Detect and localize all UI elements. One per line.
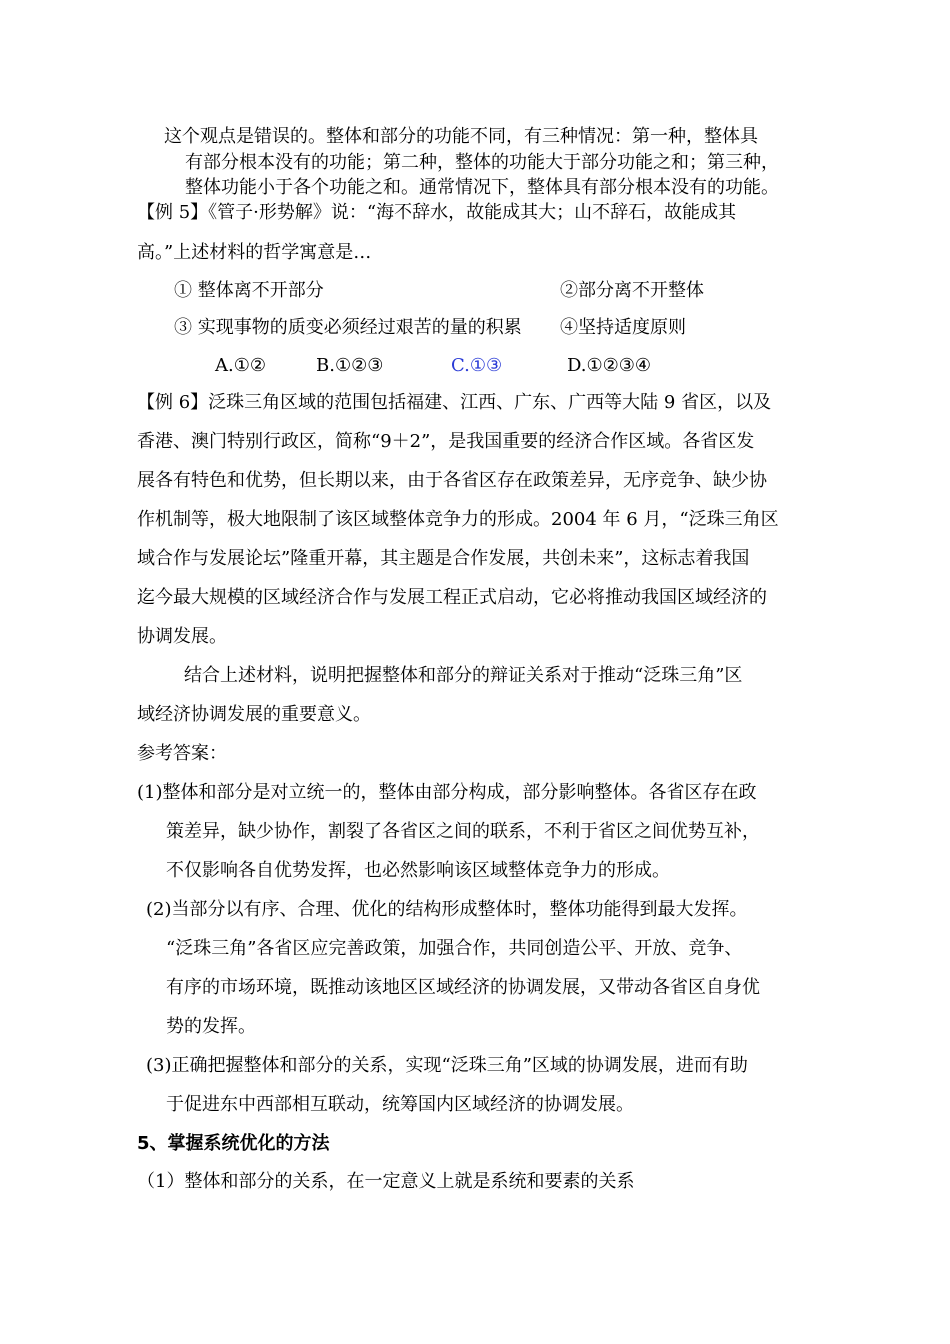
answer-item1-line-2: 策差异，缺少协作，割裂了各省区之间的联系，不利于省区之间优势互补， (166, 821, 760, 842)
intro-line-2: 有部分根本没有的功能；第二种，整体的功能大于部分功能之和；第三种， (185, 152, 779, 173)
answer-item3-line-2: 于促进东中西部相互联动，统筹国内区域经济的协调发展。 (166, 1094, 634, 1115)
answer-item2-line-3: 有序的市场环境，既推动该地区区域经济的协调发展，又带动各省区自身优 (166, 977, 760, 998)
answer-item3-line-1: (3)正确把握整体和部分的关系，实现“泛珠三角”区域的协调发展，进而有助 (146, 1055, 748, 1076)
example5-option-b: B.①②③ (316, 355, 384, 376)
answer-item2-line-1: (2)当部分以有序、合理、优化的结构形成整体时，整体功能得到最大发挥。 (146, 899, 748, 920)
intro-line-3: 整体功能小于各个功能之和。通常情况下，整体具有部分根本没有的功能。 (185, 177, 779, 198)
example6-line-2: 香港、澳门特别行政区，简称“9＋2”，是我国重要的经济合作区域。各省区发 (137, 431, 755, 452)
example5-statement-3: ③ 实现事物的质变必须经过艰苦的量的积累 (174, 317, 522, 338)
example5-statement-1: ① 整体离不开部分 (174, 280, 324, 301)
example6-question-line-2: 域经济协调发展的重要意义。 (137, 704, 371, 725)
example5-statement-2: ②部分离不开整体 (560, 280, 704, 301)
answer-item2-line-4: 势的发挥。 (166, 1016, 256, 1037)
example5-option-a: A.①② (215, 355, 266, 376)
answer-heading: 参考答案： (137, 743, 227, 764)
answer-item2-line-2: “泛珠三角”各省区应完善政策，加强合作，共同创造公平、开放、竞争、 (166, 938, 743, 959)
example6-line-7: 协调发展。 (137, 626, 227, 647)
answer-item1-line-1: (1)整体和部分是对立统一的，整体由部分构成，部分影响整体。各省区存在政 (137, 782, 757, 803)
intro-line-1: 这个观点是错误的。整体和部分的功能不同，有三种情况：第一种，整体具 (164, 126, 758, 147)
example6-line-1: 【例 6】泛珠三角区域的范围包括福建、江西、广东、广西等大陆 9 省区，以及 (137, 392, 772, 413)
example6-question-line-1: 结合上述材料，说明把握整体和部分的辩证关系对于推动“泛珠三角”区 (184, 665, 743, 686)
example6-line-6: 迄今最大规模的区域经济合作与发展工程正式启动，它必将推动我国区域经济的 (137, 587, 767, 608)
example5-option-c-correct: C.①③ (451, 355, 503, 376)
example5-statement-4: ④坚持适度原则 (560, 317, 686, 338)
example6-line-4: 作机制等，极大地限制了该区域整体竞争力的形成。2004 年 6 月，“泛珠三角区 (137, 509, 779, 530)
example5-line-1: 【例 5】《管子·形势解》说：“海不辞水，故能成其大；山不辞石，故能成其 (137, 202, 737, 223)
example6-line-3: 展各有特色和优势，但长期以来，由于各省区存在政策差异，无序竞争、缺少协 (137, 470, 767, 491)
answer-item1-line-3: 不仅影响各自优势发挥，也必然影响该区域整体竞争力的形成。 (166, 860, 670, 881)
example5-line-2: 高。”上述材料的哲学寓意是… (137, 242, 372, 263)
section5-item1: （1）整体和部分的关系，在一定意义上就是系统和要素的关系 (137, 1171, 635, 1192)
section5-heading: 5、掌握系统优化的方法 (137, 1133, 330, 1154)
example6-line-5: 域合作与发展论坛”隆重开幕，其主题是合作发展，共创未来”，这标志着我国 (137, 548, 750, 569)
example5-option-d: D.①②③④ (567, 355, 652, 376)
